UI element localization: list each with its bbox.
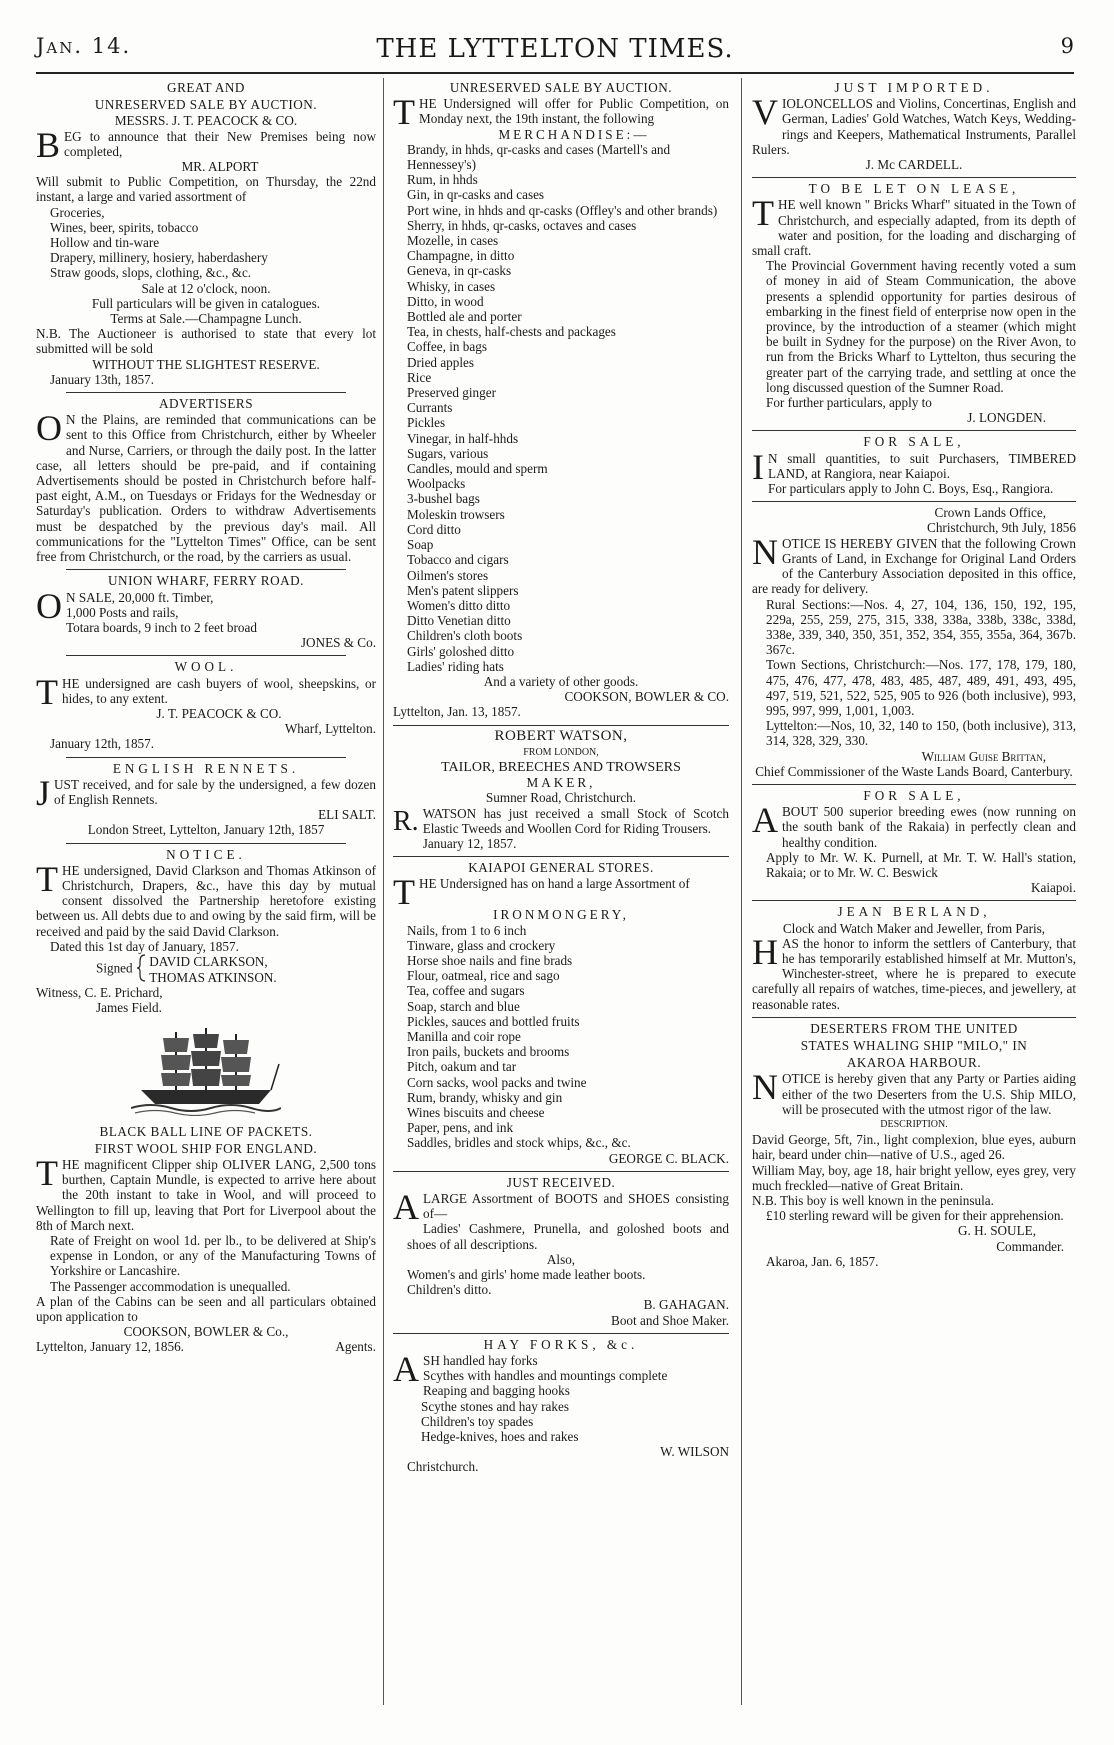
ad-subheading: FROM LONDON, [523,746,599,758]
ad-heading: UNION WHARF, FERRY ROAD. [108,573,304,589]
ad-heading: TO BE LET ON LEASE, [808,181,1020,197]
list-item: Port wine, in hhds and qr-casks (Offley's and other brands) [407,202,718,218]
ad-for-sale-ewes [752,788,1076,895]
list-item: Scythe stones and hay rakes [421,1398,569,1414]
ad-line: Sale at 12 o'clock, noon. [141,280,271,296]
ad-body: N small quantities, to suit Purchasers, TIMBERED LAND, at Rangiora, near Kaiapoi. [768,450,1076,481]
list-item: Rum, brandy, whisky and gin [407,1089,563,1105]
separator [66,569,346,570]
ad-line: N SALE, 20,000 ft. Timber, [66,589,214,605]
list-item: Children's cloth boots [407,628,523,644]
drop-cap: T [36,671,58,712]
ad-line: WITHOUT THE SLIGHTEST RESERVE. [92,356,320,372]
list-item: Soap, starch and blue [407,998,520,1014]
list-item: Gin, in qr-casks and cases [407,187,545,203]
ad-wool [36,659,376,751]
newspaper-title: THE LYTTELTON TIMES. [376,34,734,64]
ad-body: UST received, and for sale by the undersigned, a few dozen of English Rennets. [54,776,376,807]
signatory: THOMAS ATKINSON. [149,969,277,985]
drop-cap: N [752,531,778,572]
ad-black-ball-line [36,1124,376,1355]
drop-cap: T [36,858,58,899]
list-item: Wines biscuits and cheese [407,1105,545,1120]
drop-cap: T [36,1152,58,1193]
ad-for-sale-timber [752,434,1076,496]
witness: James Field. [96,1000,162,1016]
ad-signature: GEORGE C. BLACK. [608,1150,729,1166]
item-list [36,205,376,281]
ad-heading: STATES WHALING SHIP "MILO," IN [800,1037,1028,1053]
column-2 [393,78,729,1477]
ad-heading: ADVERTISERS [158,396,254,412]
ad-body: HE Undersigned has on hand a large Assortment of [419,876,690,892]
list-item: Moleskin trowsers [407,506,505,522]
list-item: Wines, beer, spirits, tobacco [50,219,199,235]
list-item: Dried apples [407,354,475,370]
separator [752,177,1076,178]
list-item: Rum, in hhds [407,172,478,188]
list-item: Woolpacks [407,476,466,492]
issue-date: Jan. 14. [36,34,132,58]
drop-cap: T [393,872,415,913]
list-item: Whisky, in cases [407,278,496,294]
ad-subheading: MAKER, [526,775,596,791]
ad-body: HE Undersigned will offer for Public Competition, on Monday next, the 19th instant, the following [419,96,729,127]
drop-cap: J [36,772,51,813]
list-item: Drapery, millinery, hosiery, haberdashery [50,250,268,266]
list-item: Rice [407,369,432,385]
list-item: Tea, coffee and sugars [407,983,525,999]
ad-body: The Passenger accommodation is unequalled. [50,1278,291,1294]
ad-body: William May, boy, age 18, hair bright yellow, eyes grey, very much freckled—native of Great Britain. [752,1162,1076,1193]
masthead [36,34,1074,74]
ad-heading: JUST RECEIVED. [506,1174,616,1190]
separator [752,900,1076,901]
list-item: Oilmen's stores [407,567,489,583]
ad-signature: JONES & Co. [300,635,376,651]
ad-body: Lyttelton:—Nos, 10, 32, 140 to 150, (both inclusive), 313, 314, 328, 329, 330. [766,718,1076,749]
signatory: DAVID CLARKSON, [149,954,268,970]
drop-cap: B [36,124,61,165]
ad-body: David George, 5ft, 7in., light complexion, blue eyes, auburn hair, beard under chin—native of U.S., aged 26. [752,1132,1076,1163]
ad-line: London Street, Lyttelton, January 12th, 1857 [87,822,325,838]
ad-body: WATSON has just received a small Stock of Scotch Elastic Tweeds and Woollen Cord for Riding Trousers. [422,805,729,836]
list-item: Groceries, [50,204,105,220]
list-item: Bottled ale and porter [407,309,522,325]
item-list [393,1368,729,1444]
drop-cap: A [393,1187,419,1228]
ad-body: Apply to Mr. W. K. Purnell, at Mr. T. W. Hall's station, Rakaia; or to Mr. W. C. Beswick [766,849,1076,880]
list-item: Pickles, sauces and bottled fruits [407,1013,580,1029]
ad-heading: FOR SALE, [863,787,965,803]
ad-line: Terms at Sale.—Champagne Lunch. [110,311,302,327]
ad-date: January 12th, 1857. [50,736,155,752]
ad-to-let-lease [752,181,1076,425]
separator [66,392,346,393]
list-item: Iron pails, buckets and brooms [407,1044,570,1060]
ad-line: For further particulars, apply to [766,395,932,411]
ad-crown-lands [752,505,1076,779]
separator [66,757,346,758]
column-3 [752,78,1076,1271]
ad-signature: J. T. PEACOCK & CO. [156,705,282,721]
ad-union-wharf [36,573,376,650]
ad-heading: JUST IMPORTED. [834,80,994,95]
list-item: Ditto Venetian ditto [407,613,511,629]
ad-subheading: TAILOR, BREECHES AND TROWSERS [441,759,681,775]
ad-signature: COOKSON, BOWLER & CO. [564,689,729,705]
ad-date: Lyttelton, Jan. 13, 1857. [393,704,521,720]
list-item: Flour, oatmeal, rice and sago [407,968,560,984]
ad-heading: UNRESERVED SALE BY AUCTION. [94,97,318,113]
list-item: Men's patent slippers [407,582,519,598]
ad-body: For particulars apply to John C. Boys, Esq., Rangiora. [768,481,1054,497]
list-item: Corn sacks, wool packs and twine [407,1074,587,1090]
drop-cap: V [752,92,778,133]
separator [752,1017,1076,1018]
list-item: Preserved ginger [407,385,496,401]
ad-body: Rate of Freight on wool 1d. per lb., to be delivered at Ship's expense in London, or any of the Manufacturing Towns of Yorkshire or Lancashire. [50,1233,376,1279]
ad-signature: J. LONGDEN. [967,410,1046,426]
ad-date: January 13th, 1857. [50,371,155,387]
ad-line: Children's ditto. [407,1282,492,1298]
ad-signature: B. GAHAGAN. [643,1297,729,1313]
ad-line: Full particulars will be given in catalogues. [91,295,321,311]
ad-body: EG to announce that their New Premises being now completed, [64,128,376,159]
list-item: Girls' goloshed ditto [407,643,515,659]
list-item: Saddles, bridles and stock whips, &c., &c. [407,1135,631,1151]
ad-line: Agents. [335,1339,376,1355]
ad-date: January 12, 1857. [422,835,517,851]
list-item: Geneva, in qr-casks [407,263,512,279]
ad-heading: KAIAPOI GENERAL STORES. [468,860,654,876]
list-item: Ladies' riding hats [407,658,504,674]
ad-heading: JEAN BERLAND, [837,904,991,920]
list-item: Straw goods, slops, clothing, &c., &c. [50,265,252,281]
ad-line: Totara boards, 9 inch to 2 feet broad [66,619,257,635]
ad-body: Will submit to Public Competition, on Thursday, the 22nd instant, a large and varied assortment of [36,174,376,205]
ad-body: N.B. The Auctioneer is authorised to state that every lot submitted will be sold [36,326,376,357]
column-divider [383,78,384,1705]
ad-signature: J. Mc CARDELL. [865,157,963,173]
list-item: Vinegar, in half-hhds [407,430,519,446]
ad-line: Dated this 1st day of January, 1857. [50,938,239,954]
ad-heading: NOTICE. [166,846,246,862]
ad-heading: FIRST WOOL SHIP FOR ENGLAND. [94,1140,318,1156]
ad-line: Sumner Road, Christchurch. [485,790,637,806]
ad-date: Lyttelton, January 12, 1856. [36,1339,184,1355]
list-item: Tea, in chests, half-chests and packages [407,324,616,340]
ad-signature: G. H. SOULE, [957,1223,1036,1239]
ad-date: Akaroa, Jan. 6, 1857. [766,1253,879,1269]
separator [752,784,1076,785]
ad-body: £10 sterling reward will be given for their apprehension. [766,1208,1064,1224]
ad-date: Christchurch, 9th July, 1856 [927,520,1076,536]
separator [66,843,346,844]
list-item: Pitch, oakum and tar [407,1059,517,1075]
ad-body: HE undersigned are cash buyers of wool, sheepskins, or hides, to any extent. [62,675,376,706]
ad-auction-peacock [36,80,376,387]
ad-notice-partnership [36,847,376,1016]
ad-heading: BLACK BALL LINE OF PACKETS. [99,1123,313,1139]
list-item: Hedge-knives, hoes and rakes [421,1429,579,1445]
list-item: Soap [407,537,434,553]
ad-line: Wharf, Lyttelton. [284,721,376,737]
ad-line: Also, [546,1251,576,1267]
ad-heading: AKAROA HARBOUR. [846,1055,982,1071]
ad-body: OTICE IS HEREBY GIVEN that the following Crown Grants of Land, in Exchange for Original Land Orders of the Canterbury Association deposited in this office, are ready for delivery. [752,535,1076,597]
list-item: Ditto, in wood [407,293,484,309]
ad-body: N.B. This boy is well known in the peninsula. [752,1193,994,1209]
ad-subheading: IRONMONGERY, [493,907,629,923]
ad-body: Ladies' Cashmere, Prunella, and goloshed boots and shoes of all descriptions. [407,1221,729,1252]
list-item: Children's toy spades [421,1413,534,1429]
drop-cap: H [752,931,778,972]
list-item: Candles, mould and sperm [407,461,548,477]
ad-line: Boot and Shoe Maker. [611,1312,729,1328]
brace-icon [136,954,146,985]
ad-line: Women's and girls' home made leather boots. [407,1267,646,1283]
column-divider [741,78,742,1705]
list-item: Women's ditto ditto [407,597,511,613]
auctioneer-name: MR. ALPORT [181,159,259,175]
list-item: Mozelle, in cases [407,233,499,249]
separator [393,725,729,726]
list-item: Scythes with handles and mountings complete [423,1368,668,1384]
ad-just-imported [752,80,1076,172]
witness: Witness, C. E. Prichard, [36,985,163,1001]
list-item: Sugars, various [407,445,489,461]
ad-jean-berland [752,904,1076,1011]
list-item: Brandy, in hhds, qr-casks and cases (Martell's and Hennessey's) [407,141,671,173]
ad-body: SH handled hay forks [423,1353,538,1369]
drop-cap: N [752,1067,778,1108]
ad-body: The Provincial Government having recently voted a sum of money in aid of Steam Communication, the above presents a splendid opportunity for parties desirous of embarking in the finest field of enterprise now open in the province, by the introduction of a steamer (which might be built in Sydney for the purpose) on the River Avon, to run from the Bricks Wharf to Lyttelton, thus securing the greater part of the carrying trade, and settling at once the long discussed question of the Sumner Road. [766,258,1076,395]
ad-heading: ROBERT WATSON, [494,727,628,744]
separator [393,1171,729,1172]
ad-body: OTICE is hereby given that any Party or Parties aiding either of the two Deserters from the U.S. Ship MILO, will be prosecuted with the utmost rigor of the law. [782,1071,1076,1117]
ad-heading: GREAT AND [167,80,245,95]
list-item: Tobacco and cigars [407,552,509,568]
ad-subheading: MERCHANDISE:— [498,126,650,142]
item-list [393,142,729,674]
list-item: Currants [407,400,453,416]
ad-body: HE undersigned, David Clarkson and Thomas Atkinson of Christchurch, Drapers, &c., have this day by mutual consent dissolved the Partnership heretofore existing between us. All debts due to and owing by the said firm, will be received and paid by the said David Clarkson. [36,862,376,939]
ad-signature: ELI SALT. [318,807,376,823]
ad-robert-watson [393,729,729,852]
ad-heading: HAY FORKS, &c. [483,1336,639,1352]
item-list [393,923,729,1151]
list-item: 3-bushel bags [407,491,480,507]
separator [393,856,729,857]
ad-body: A plan of the Cabins can be seen and all particulars obtained upon application to [36,1293,376,1325]
firm-name: MESSRS. J. T. PEACOCK & CO. [114,113,298,129]
ad-body: N the Plains, are reminded that communications can be sent to this Office from Christchurch, either by Wheeler and Nurse, Carriers, or through the daily post. In the latter case, all letters should be pre-paid, and if containing Advertisements should be posted in Christchurch before half-past eight, A.M., on Tuesdays or Fridays for the Wednesday or Saturday's publication. Orders to withdraw Advertisements must be despatched by the previous day's mail. All communications for the "Lyttelton Times" Office, can be sent free from Christchurch, or the road, by the carriers as usual. [36,412,376,565]
ad-advertisers [36,396,376,564]
ad-body: LARGE Assortment of BOOTS and SHOES consisting of— [423,1191,729,1222]
ad-body: Rural Sections:—Nos. 4, 27, 104, 136, 150, 192, 195, 229a, 255, 259, 275, 315, 338, 338a, 338b, 338c, 338d, 338e, 339, 340, 350, 351, 352, 354, 355, 355a, 364, 367b. 367c. [766,596,1076,658]
ad-line: And a variety of other goods. [483,673,639,689]
list-item: Cord ditto [407,521,461,537]
ad-hay-forks [393,1337,729,1475]
ad-signature: William Guise Brittan, [921,748,1046,764]
list-item: Paper, pens, and ink [407,1120,514,1136]
ad-line: Crown Lands Office, [934,505,1046,521]
list-item: Manilla and coir rope [407,1028,521,1044]
ship-illustration [36,1022,376,1118]
ad-heading: DESERTERS FROM THE UNITED [810,1020,1018,1036]
separator [752,430,1076,431]
list-item: Nails, from 1 to 6 inch [407,922,527,938]
ad-boots-shoes [393,1175,729,1328]
drop-cap: A [393,1349,419,1390]
ad-unreserved-sale [393,80,729,720]
ad-heading: UNRESERVED SALE BY AUCTION. [449,80,673,95]
ad-rennets [36,761,376,838]
ad-signature: W. WILSON [660,1444,729,1460]
ad-line: 1,000 Posts and rails, [66,604,179,620]
ad-body: BOUT 500 superior breeding ewes (now running on the south bank of the Rakaia) in perfectly clean and healthy condition. [782,804,1076,850]
separator [66,655,346,656]
list-item: Coffee, in bags [407,339,487,355]
ad-heading: FOR SALE, [863,434,965,450]
ad-heading: ENGLISH RENNETS. [112,760,300,776]
separator [752,501,1076,502]
ad-kaiapoi-stores [393,860,729,1166]
ad-body: Town Sections, Christchurch:—Nos. 177, 178, 179, 180, 475, 476, 477, 478, 483, 485, 487, 489, 491, 493, 495, 497, 519, 521, 522, 525, 905 to 926 (both inclusive), 993, 995, 997, 999, 1,001, 1,003. [766,657,1076,718]
masthead-rule [36,72,1074,74]
separator [393,1333,729,1334]
ad-body: IOLONCELLOS and Violins, Concertinas, English and German, Ladies' Gold Watches, Watch Keys, Wedding-rings and Keepers, Mathematical Instruments, Parallel Rulers. [752,96,1076,157]
column-1 [36,78,376,1357]
list-item: Reaping and bagging hooks [423,1383,570,1399]
ad-deserters [752,1021,1076,1269]
ad-heading: WOOL. [174,659,238,675]
ad-line: Kaiapoi. [1030,880,1076,896]
ad-body: AS the honor to inform the settlers of Canterbury, that he has temporarily established himself at Mr. Mutton's, Winchester-street, where he is prepared to execute carefully all repairs of watches, time-pieces, and jewellery, at reasonable rates. [752,935,1076,1012]
list-item: Pickles [407,415,446,431]
drop-cap: O [36,408,62,449]
drop-cap: T [393,92,415,133]
signed-label: Signed [96,960,133,976]
list-item: Sherry, in hhds, qr-casks, octaves and cases [407,217,637,233]
ad-subheading: DESCRIPTION. [880,1119,948,1130]
drop-cap: I [752,446,764,487]
ad-line: Chief Commissioner of the Waste Lands Board, Canterbury. [755,763,1073,779]
ad-line: Commander. [996,1238,1064,1254]
list-item: Champagne, in ditto [407,248,515,264]
drop-cap: R. [393,805,419,837]
ad-body: HE magnificent Clipper ship OLIVER LANG, 2,500 tons burthen, Captain Mundle, is expected to arrive here about the 20th instant to take in Wool, and will proceed to Wellington to fill up, leaving that Port for Liverpool about the 8th of March next. [36,1156,376,1233]
page-number: 9 [1060,34,1074,58]
list-item: Tinware, glass and crockery [407,937,556,953]
ad-line: Christchurch. [407,1459,479,1475]
list-item: Horse shoe nails and fine brads [407,952,573,968]
ad-body: HE well known " Bricks Wharf" situated in the Town of Christchurch, and especially adapted, from its depth of water and position, for the loading and discharging of small craft. [752,197,1076,259]
ad-signature: COOKSON, BOWLER & Co., [123,1324,289,1340]
drop-cap: T [752,193,774,234]
list-item: Hollow and tin-ware [50,235,160,251]
ad-subheading: Clock and Watch Maker and Jeweller, from Paris, [782,920,1046,936]
drop-cap: O [36,585,62,626]
drop-cap: A [752,800,778,841]
